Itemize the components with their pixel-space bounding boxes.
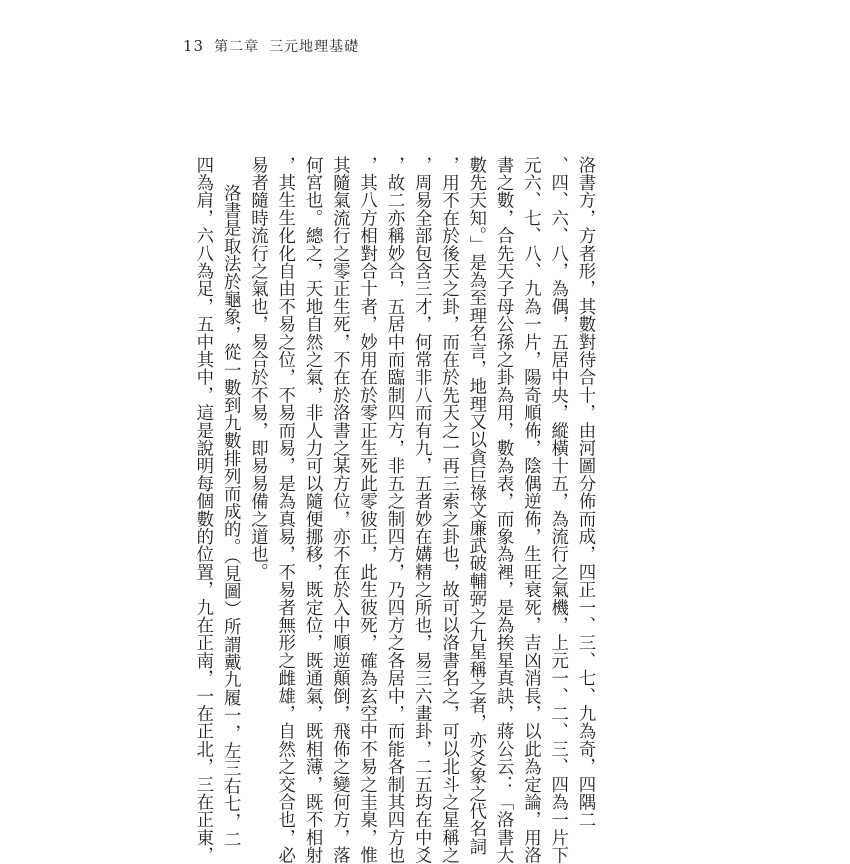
page-number: 13 <box>183 37 205 55</box>
text-column-12: ，其生生化化自由不易之位，不易而易，是為真易，不易者無形之雌雄，自然之交合也，必 <box>274 156 295 864</box>
running-header <box>183 36 359 56</box>
chapter-title: 第二章 <box>214 39 260 55</box>
text-column-6: ，用不在於後天之卦，而在於先天之一再三索之卦也，故可以洛書名之，可以北斗之星稱之 <box>438 156 459 864</box>
text-column-1: 洛書方，方者形，其數對待合十，由河圖分佈而成，四正一、三、七、九為奇，四隅二 <box>575 156 595 829</box>
text-column-3: 元六、七、八、九為一片，陽奇順佈，陰偶逆佈，生旺衰死，吉凶消長，以此為定論，用洛 <box>520 156 541 864</box>
text-column-7: ，周易全部包含三才，何常非八而有九，五者妙在媾精之所也，易三六畫卦，二五均在中爻 <box>411 156 432 864</box>
text-column-5: 數先天知。」是為至理名言，地理又以貪巨祿文廉武破輔弼之九星稱之者，亦爻象之代名詞 <box>465 156 486 856</box>
text-column-4: 書之數，合先天子母公孫之卦為用，數為表，而象為裡，是為挨星真訣，蔣公云：「洛書大 <box>493 156 514 864</box>
section-title: 三元地理基礎 <box>269 39 360 55</box>
text-column-2: 、四、六、八，為偶，五居中央，縱橫十五，為流行之氣機，上元一、二、三、四為一片下 <box>547 156 568 864</box>
vertical-body-text <box>189 148 598 864</box>
text-column-14-paragraph-start: 洛書是取法於龜象，從一數到九數排列而成的。（見圖）所謂戴九履一，左三右七，二 <box>220 184 241 848</box>
text-column-15: 四為肩，六八為足，五中其中，這是說明每個數的位置，九在正南，一在正北，三在正東， <box>192 156 213 864</box>
text-column-11: 何宮也。總之，天地自然之氣，非人力可以隨便挪移，既定位，既通氣，既相薄，既不相射 <box>302 156 323 864</box>
text-column-9: ，其八方相對合十者，妙用在於零正生死此零彼正，此生彼死，確為玄空中不易之圭臬，惟 <box>356 156 377 864</box>
text-column-13: 易者隨時流行之氣也，易合於不易，即易易備之道也。 <box>247 156 268 581</box>
text-column-10: 其隨氣流行之零正生死，不在於洛書之某方位，亦不在於入中順逆顛倒，飛佈之變何方，落 <box>329 156 350 864</box>
text-column-8: ，故二亦稱妙合，五居中而臨制四方，非五之制四方，乃四方之各居中，而能各制其四方也 <box>383 156 404 864</box>
